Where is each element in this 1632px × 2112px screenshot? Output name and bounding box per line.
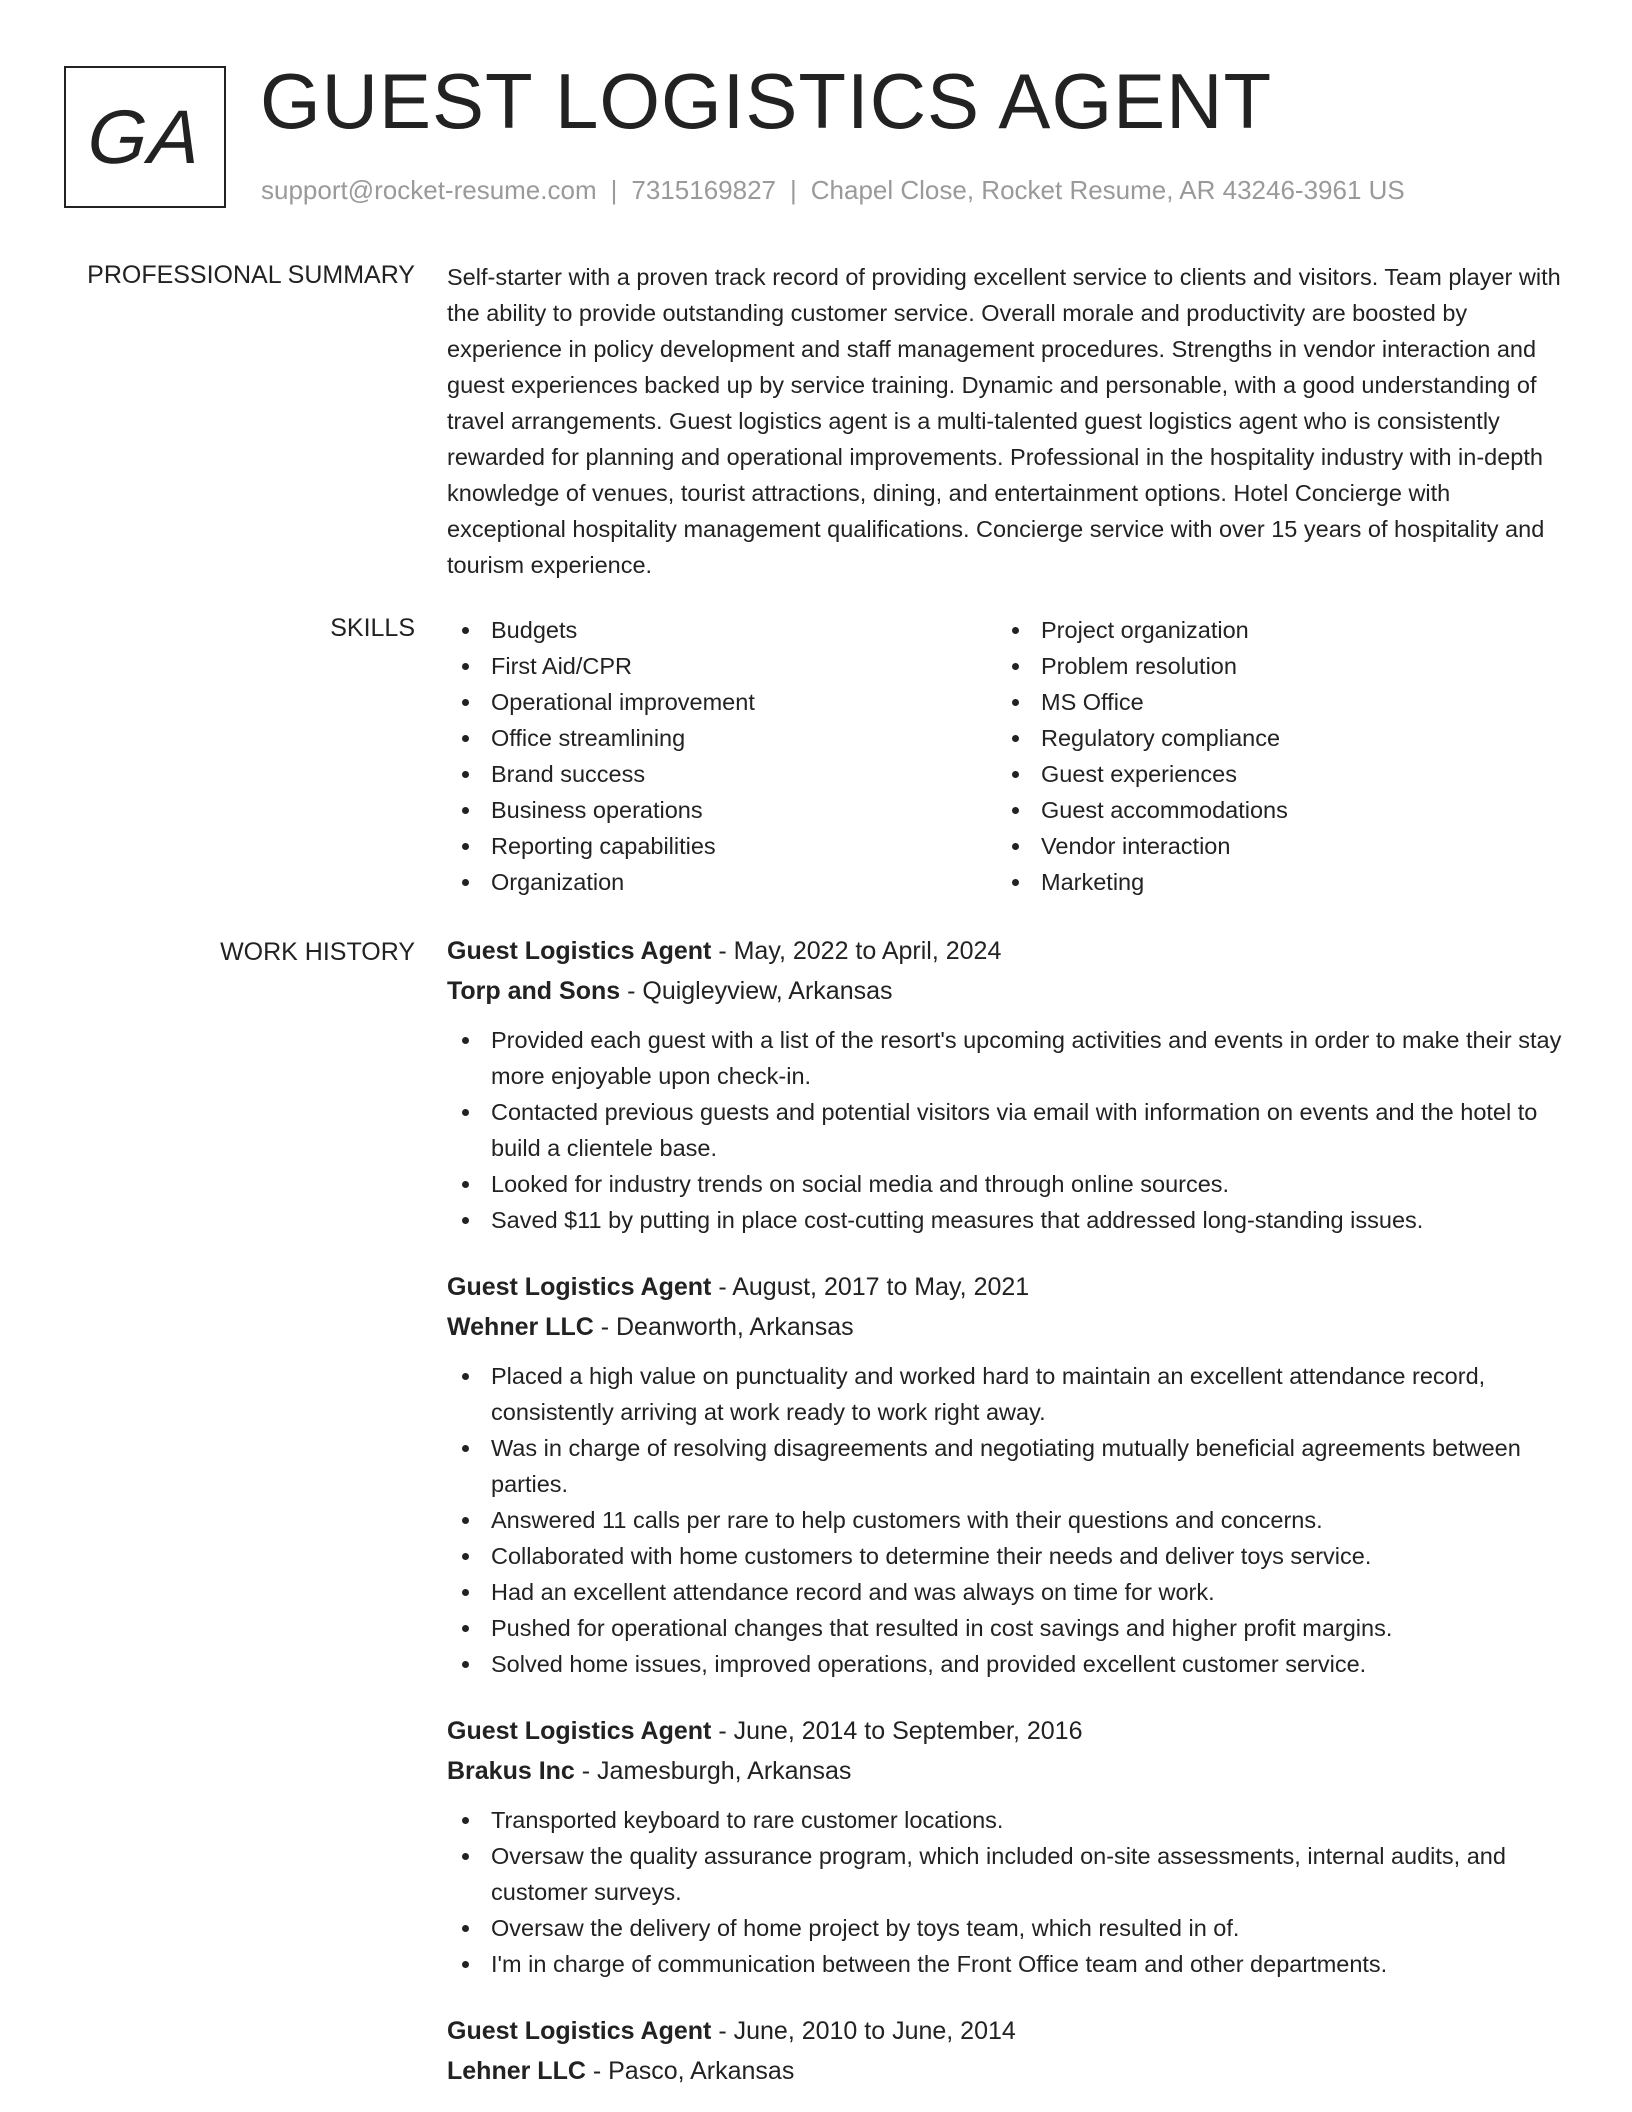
job-bullet-list [447, 1802, 1567, 1982]
job-bullet: Pushed for operational changes that resulted in cost savings and higher profit margins. [447, 1610, 1567, 1646]
skill-item: Problem resolution [997, 648, 1547, 684]
job-title-line [447, 1711, 1567, 1751]
job-dates: - June, 2010 to June, 2014 [711, 2017, 1016, 2045]
job-title: Guest Logistics Agent [447, 937, 712, 965]
job-entry [447, 2011, 1567, 2091]
job-location: - Pasco, Arkansas [585, 2057, 795, 2085]
job-title: Guest Logistics Agent [447, 2017, 712, 2045]
job-title-line [447, 2011, 1567, 2051]
job-title: Guest Logistics Agent [447, 1273, 712, 1301]
skill-item: Organization [447, 864, 997, 900]
skill-item: Operational improvement [447, 684, 997, 720]
contact-address: Chapel Close, Rocket Resume, AR 43246-3961 US [810, 175, 1405, 205]
skill-item: Vendor interaction [997, 828, 1547, 864]
skills-grid [447, 612, 1567, 900]
job-dates: - June, 2014 to September, 2016 [711, 1717, 1083, 1745]
skills-column-right [997, 612, 1547, 900]
job-title-line [447, 1267, 1567, 1307]
job-bullet: Provided each guest with a list of the resort's upcoming activities and events in order to make their stay more enjoyable upon check-in. [447, 1022, 1567, 1094]
skill-item: Regulatory compliance [997, 720, 1547, 756]
skill-item: MS Office [997, 684, 1547, 720]
skills-heading: SKILLS [330, 614, 415, 642]
job-bullet-list [447, 1022, 1567, 1238]
job-title-line [447, 931, 1567, 971]
job-title: Guest Logistics Agent [447, 1717, 712, 1745]
summary-text: Self-starter with a proven track record of providing excellent service to clients and visitors. Team player with the ability to provide outstanding customer service. Overall morale and productivity are boosted by experience in policy development and staff management procedures. Strengths in vendor interaction and guest experiences backed up by service training. Dynamic and personable, with a good understanding of travel arrangements. Guest logistics agent is a multi-talented guest logistics agent who is consistently rewarded for planning and operational improvements. Professional in the hospitality industry with in-depth knowledge of venues, tourist attractions, dining, and entertainment options. Hotel Concierge with exceptional hospitality management qualifications. Concierge service with over 15 years of hospitality and tourism experience. [447, 264, 1561, 578]
work-history-heading: WORK HISTORY [220, 938, 415, 966]
skill-item: Budgets [447, 612, 997, 648]
monogram-box [64, 66, 226, 208]
job-location: - Jamesburgh, Arkansas [574, 1757, 852, 1785]
job-company-line [447, 971, 1567, 1011]
job-dates: - August, 2017 to May, 2021 [711, 1273, 1030, 1301]
job-bullet: Had an excellent attendance record and was always on time for work. [447, 1574, 1567, 1610]
summary-body [447, 259, 1567, 583]
skills-body [447, 612, 1567, 900]
job-bullet: Placed a high value on punctuality and worked hard to maintain an excellent attendance record, consistently arriving at work ready to work right away. [447, 1358, 1567, 1430]
job-bullet: Contacted previous guests and potential visitors via email with information on events and the hotel to build a clientele base. [447, 1094, 1567, 1166]
summary-heading: PROFESSIONAL SUMMARY [87, 261, 415, 289]
job-bullet: Solved home issues, improved operations, and provided excellent customer service. [447, 1646, 1567, 1682]
resume-title: GUEST LOGISTICS AGENT [260, 57, 1273, 145]
job-bullet-list [447, 1358, 1567, 1682]
skill-item: Business operations [447, 792, 997, 828]
skill-item: Reporting capabilities [447, 828, 997, 864]
job-bullet: Was in charge of resolving disagreements and negotiating mutually beneficial agreements between parties. [447, 1430, 1567, 1502]
skill-item: Project organization [997, 612, 1547, 648]
contact-separator: | [610, 175, 618, 205]
job-location: - Deanworth, Arkansas [593, 1313, 854, 1341]
job-entry [447, 1267, 1567, 1682]
contact-line [261, 172, 1405, 208]
job-entry [447, 1711, 1567, 1982]
job-bullet: I'm in charge of communication between the Front Office team and other departments. [447, 1946, 1567, 1982]
skill-item: Marketing [997, 864, 1547, 900]
skills-column-left [447, 612, 997, 900]
job-location: - Quigleyview, Arkansas [620, 977, 893, 1005]
job-entry [447, 931, 1567, 1238]
job-company: Lehner LLC [447, 2057, 586, 2085]
job-company: Brakus Inc [447, 1757, 575, 1785]
job-dates: - May, 2022 to April, 2024 [711, 937, 1002, 965]
job-bullet: Saved $11 by putting in place cost-cutting measures that addressed long-standing issues. [447, 1202, 1567, 1238]
job-bullet: Looked for industry trends on social media and through online sources. [447, 1166, 1567, 1202]
skill-item: Brand success [447, 756, 997, 792]
job-bullet: Transported keyboard to rare customer locations. [447, 1802, 1567, 1838]
skill-item: Office streamlining [447, 720, 997, 756]
contact-phone[interactable]: 7315169827 [631, 175, 776, 205]
job-company-line [447, 1307, 1567, 1347]
job-company-line [447, 1751, 1567, 1791]
skill-item: Guest accommodations [997, 792, 1547, 828]
job-bullet: Oversaw the delivery of home project by toys team, which resulted in of. [447, 1910, 1567, 1946]
job-company: Torp and Sons [447, 977, 621, 1005]
job-bullet: Oversaw the quality assurance program, which included on-site assessments, internal audits, and customer surveys. [447, 1838, 1567, 1910]
job-bullet: Collaborated with home customers to determine their needs and deliver toys service. [447, 1538, 1567, 1574]
monogram-initials: GA [85, 94, 205, 180]
job-company: Wehner LLC [447, 1313, 594, 1341]
contact-separator: | [790, 175, 797, 205]
job-company-line [447, 2051, 1567, 2091]
work-history-body [447, 931, 1567, 2112]
job-bullet: Answered 11 calls per rare to help customers with their questions and concerns. [447, 1502, 1567, 1538]
skill-item: First Aid/CPR [447, 648, 997, 684]
contact-email[interactable]: support@rocket-resume.com [261, 175, 597, 205]
skill-item: Guest experiences [997, 756, 1547, 792]
